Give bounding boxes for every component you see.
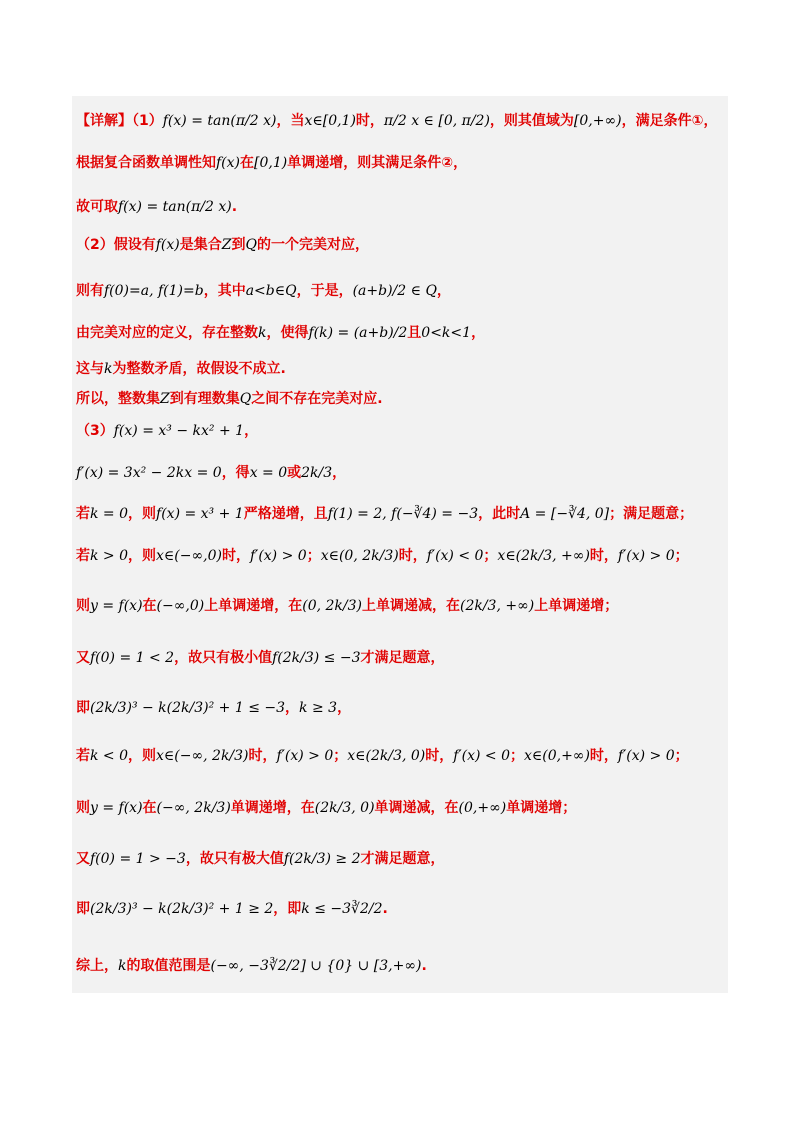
math-expression: (2k/3, 0) [314,800,375,816]
math-expression: f(0)=a, f(1)=b [104,283,204,299]
math-expression: x∈(0,+∞) [523,748,590,764]
math-expression: f(x) = tan(π/2 x) [118,199,232,215]
math-expression: f(x) = tan(π/2 x) [162,113,277,129]
solution-text-run: 根据复合函数单调性知 [76,155,216,171]
solution-text-run: 单调递增，则其满足条件②， [287,155,468,171]
math-expression: f′(x) > 0 [276,748,334,764]
math-expression: x∈(2k/3, +∞) [497,548,590,564]
solution-text-run: ，故只有极小值 [174,650,273,666]
math-expression: Z [160,391,170,407]
math-expression: Z [221,237,232,253]
math-expression: f(0) = 1 > −3 [90,851,186,867]
solution-text-run: ； [674,548,689,564]
math-expression: f′(x) > 0 [249,548,307,564]
solution-text-run: ； [333,748,348,764]
solution-line [76,280,451,301]
solution-line [76,234,369,255]
math-expression: x∈[0,1) [304,113,356,129]
solution-line [76,110,717,131]
solution-line [76,545,689,566]
math-expression: f(2k/3) ≥ 2 [283,851,361,867]
solution-text-run: 若 [76,506,90,522]
solution-line [76,388,383,409]
math-expression: f′(x) < 0 [426,548,484,564]
solution-text-run: . [382,901,388,917]
solution-line [76,358,286,379]
math-expression: k ≤ −3∛2/2 [301,901,383,917]
solution-line [76,322,485,343]
solution-text-run: ，使得 [266,325,309,341]
solution-line [76,420,258,441]
solution-text-run: ； [306,548,321,564]
math-expression: f′(x) < 0 [453,748,510,764]
solution-text-run: 到有理数集 [169,391,240,407]
math-expression: x = 0 [249,465,288,481]
solution-text-run: 上单调递增，在 [204,598,303,614]
solution-text-run: ，则 [128,748,157,764]
solution-text-run: 时， [248,748,277,764]
solution-text-run: 这与 [76,361,104,377]
solution-line [76,196,237,217]
math-expression: k ≥ 3 [299,700,338,716]
solution-text-run: ，此时 [478,506,521,522]
math-expression: π/2 x ∈ [0, π/2) [383,113,490,129]
solution-line [76,955,427,976]
math-expression: (0,+∞) [458,800,507,816]
solution-text-run: ，当 [276,113,305,129]
solution-line [76,697,351,718]
solution-text-run: 单调递增，在 [230,800,315,816]
solution-text-run: 在 [240,155,255,171]
solution-text-run: 或 [287,465,302,481]
solution-text-run: 的一个完美对应， [256,237,369,253]
math-expression: A = [−∛4, 0] [520,506,610,522]
math-expression: x∈(−∞,0) [156,548,222,564]
solution-text-run: ， [337,700,352,716]
solution-text-run: （3） [76,423,114,439]
math-expression: f(x) = x³ − kx² + 1 [113,423,245,439]
solution-text-run: 严格递增，且 [243,506,328,522]
solution-line [76,647,444,668]
math-expression: f(2k/3) ≤ −3 [272,650,361,666]
solution-text-run: ，其中 [203,283,246,299]
solution-text-run: 在 [142,598,157,614]
solution-text-run: . [421,958,427,974]
solution-line [76,745,689,766]
solution-text-run: 为整数矛盾，故假设不成立. [112,361,286,377]
solution-text-run: ；满足题意； [609,506,694,522]
solution-text-run: 时， [425,748,454,764]
solution-text-run: 则 [76,800,90,816]
solution-line [76,503,693,524]
solution-text-run: ， [244,423,259,439]
math-expression: (0, 2k/3) [302,598,362,614]
solution-text-run: 即 [76,700,90,716]
solution-text-run: 在 [142,800,157,816]
math-expression: k [104,361,113,377]
math-expression: k = 0 [90,506,129,522]
solution-text-run: 到 [231,237,246,253]
math-expression: y = f(x) [90,598,143,614]
solution-text-run: 时， [589,748,618,764]
solution-text-run: . [231,199,238,215]
solution-text-run: 【详解】（1） [76,113,163,129]
math-expression: f(k) = (a+b)/2 [308,325,408,341]
math-expression: [0,+∞) [573,113,622,129]
solution-text-run: 由完美对应的定义，存在整数 [76,325,258,341]
math-expression: k [258,325,267,341]
solution-line [76,595,618,616]
solution-text-run: （2）假设有 [76,237,156,253]
solution-text-run: 的取值范围是 [126,958,211,974]
solution-text-run: ， [285,700,300,716]
math-expression: (a+b)/2 ∈ Q [352,283,437,299]
solution-line [76,898,388,919]
solution-text-run: ， [471,325,486,341]
solution-text-run: 若 [76,548,90,564]
solution-line [76,462,346,483]
solution-line [76,797,576,818]
math-expression: f(x) [216,155,241,171]
solution-line [76,152,467,173]
math-expression: (−∞, 2k/3) [156,800,231,816]
math-expression: Q [239,391,252,407]
solution-text-run: ，得 [221,465,250,481]
solution-text-run: 若 [76,748,90,764]
math-expression: f(0) = 1 < 2 [90,650,175,666]
solution-text-run: ； [483,548,498,564]
solution-text-run: ，则 [128,506,157,522]
solution-text-run: 时， [221,548,250,564]
math-expression: (2k/3)³ − k(2k/3)² + 1 ≤ −3 [90,700,286,716]
solution-text-run: 单调递减，在 [374,800,459,816]
math-expression: k < 0 [90,748,129,764]
math-expression: f(x) = x³ + 1 [156,506,244,522]
math-expression: (2k/3, +∞) [459,598,535,614]
solution-text-run: ； [674,748,689,764]
solution-text-run: 上单调递减，在 [361,598,460,614]
math-expression: x∈(0, 2k/3) [320,548,399,564]
math-expression: y = f(x) [90,800,143,816]
solution-text-run: 又 [76,650,90,666]
solution-text-run: ， [332,465,347,481]
math-expression: f′(x) = 3x² − 2kx = 0 [76,465,222,481]
solution-text-run: 时， [398,548,427,564]
solution-text-run: ，即 [273,901,302,917]
math-expression: f′(x) > 0 [617,548,675,564]
solution-text-run: 则 [76,598,90,614]
solution-text-run: 综上， [76,958,118,974]
solution-text-run: 且 [407,325,422,341]
solution-text-run: 上单调递增； [534,598,619,614]
solution-text-run: 又 [76,851,90,867]
math-expression: k [118,958,127,974]
solution-text-run: 是集合 [179,237,222,253]
solution-text-run: ，故只有极大值 [185,851,284,867]
math-expression: k > 0 [90,548,129,564]
solution-text-run: ，则其值域为 [489,113,574,129]
solution-text-run: 时， [355,113,384,129]
solution-line [76,848,445,869]
math-expression: 0<k<1 [421,325,472,341]
solution-text-run: 所以，整数集 [76,391,160,407]
math-expression: a<b∈Q [245,283,297,299]
math-expression: f(1) = 2, f(−∛4) = −3 [327,506,479,522]
math-expression: 2k/3 [301,465,333,481]
math-expression: x∈(−∞, 2k/3) [156,748,249,764]
math-expression: f′(x) > 0 [617,748,675,764]
solution-text-run: 故可取 [76,199,118,215]
solution-text-run: 单调递增； [506,800,577,816]
math-expression: x∈(2k/3, 0) [347,748,426,764]
math-expression: (−∞, −3∛2/2] ∪ {0} ∪ [3,+∞) [210,958,422,974]
math-expression: f(x) [155,237,180,253]
math-expression: [0,1) [254,155,288,171]
solution-text-run: 才满足题意， [360,851,445,867]
math-expression: Q [245,237,257,253]
solution-text-run: ，满足条件①， [621,113,718,129]
math-expression: (2k/3)³ − k(2k/3)² + 1 ≥ 2 [90,901,274,917]
solution-text-run: 时， [589,548,618,564]
solution-text-run: 才满足题意， [360,650,445,666]
solution-text-run: 即 [76,901,90,917]
solution-text-run: ，于是， [296,283,353,299]
solution-text-run: ，则 [128,548,157,564]
solution-text-run: 之间不存在完美对应. [251,391,383,407]
solution-text-run: ； [509,748,524,764]
math-expression: (−∞,0) [156,598,205,614]
solution-text-run: 则有 [76,283,104,299]
solution-text-run: ， [436,283,451,299]
